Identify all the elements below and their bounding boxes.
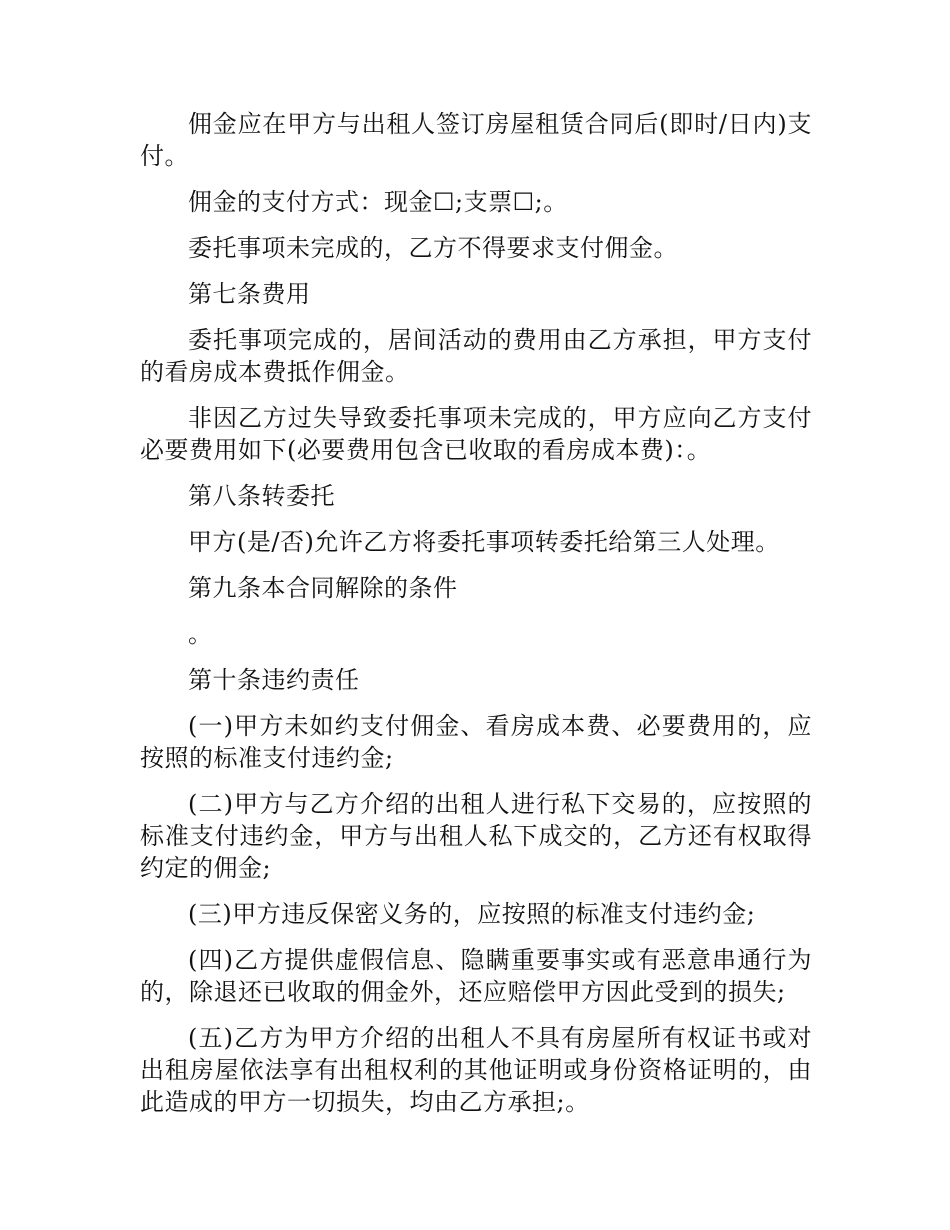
article-7-heading: 第七条费用 xyxy=(188,280,311,308)
liability-item-3: (三)甲方违反保密义务的，应按照的标准支付违约金; xyxy=(188,900,756,928)
liability-item-2: (二)甲方与乙方介绍的出租人进行私下交易的，应按照的标准支付违约金，甲方与出租人私下成交的，乙方还有权取得约定的佣金; xyxy=(140,790,812,882)
paragraph-fees-completed: 委托事项完成的，居间活动的费用由乙方承担，甲方支付的看房成本费抵作佣金。 xyxy=(140,326,812,386)
liability-item-1: (一)甲方未如约支付佣金、看房成本费、必要费用的，应按照的标准支付违约金; xyxy=(140,712,812,772)
paragraph-commission-not-due: 委托事项未完成的，乙方不得要求支付佣金。 xyxy=(188,234,678,262)
paragraph-sub-delegation: 甲方(是/否)允许乙方将委托事项转委托给第三人处理。 xyxy=(188,528,780,556)
article-8-heading: 第八条转委托 xyxy=(188,482,335,510)
article-10-heading: 第十条违约责任 xyxy=(188,666,360,694)
paragraph-fees-not-completed: 非因乙方过失导致委托事项未完成的，甲方应向乙方支付必要费用如下(必要费用包含已收取的看房成本费)：。 xyxy=(140,404,812,464)
article-9-heading: 第九条本合同解除的条件 xyxy=(188,574,458,602)
liability-item-4: (四)乙方提供虚假信息、隐瞒重要事实或有恶意串通行为的，除退还已收取的佣金外，还应赔偿甲方因此受到的损失; xyxy=(140,946,812,1006)
document-body xyxy=(140,108,812,1132)
paragraph-commission-timing: 佣金应在甲方与出租人签订房屋租赁合同后(即时/日内)支付。 xyxy=(140,110,812,170)
liability-item-5: (五)乙方为甲方介绍的出租人不具有房屋所有权证书或对出租房屋依法享有出租权利的其他证明或身份资格证明的，由此造成的甲方一切损失，均由乙方承担;。 xyxy=(140,1024,812,1116)
paragraph-payment-method: 佣金的支付方式：现金☐;支票☐;。 xyxy=(188,188,568,216)
paragraph-termination-conditions: 。 xyxy=(188,620,213,648)
